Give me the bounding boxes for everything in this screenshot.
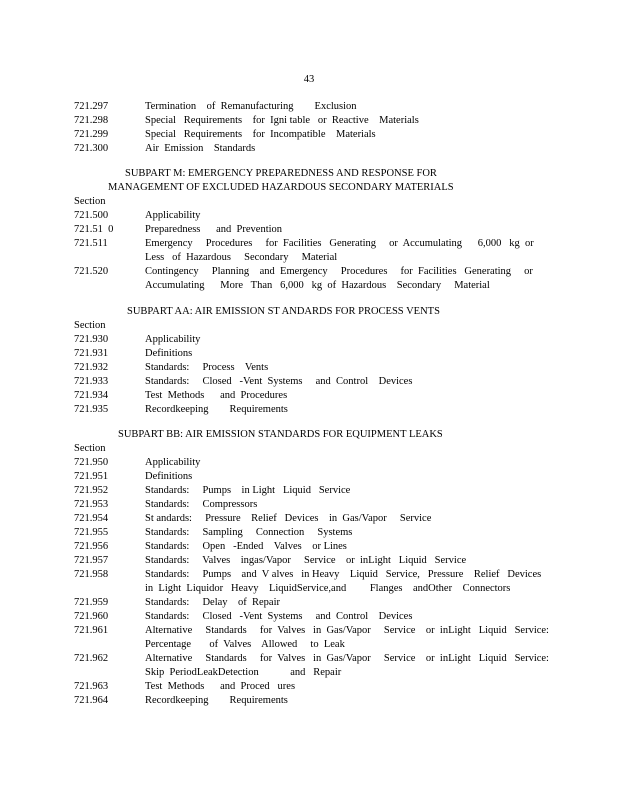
section-number: 721.954 xyxy=(74,513,109,524)
section-number: 721.300 xyxy=(74,143,109,154)
toc-entry xyxy=(74,680,544,694)
toc-entry xyxy=(74,624,549,638)
section-title: Standards: Pumps and V alves in Heavy Liquid Service, Pressure Relief Devices xyxy=(145,569,542,580)
toc-entry xyxy=(74,333,544,347)
section-title: Applicability xyxy=(145,334,201,345)
section-title: Standards: Delay of Repair xyxy=(145,597,281,608)
section-title: Standards: Sampling Connection Systems xyxy=(145,527,353,538)
section-title: Standards: Valves ingas/Vapor Service or inLight Liquid Service xyxy=(145,555,467,566)
toc-entry xyxy=(74,568,544,582)
toc-entry xyxy=(74,470,544,484)
section-title: Skip PeriodLeakDetection and Repair xyxy=(145,667,342,678)
toc-entry xyxy=(74,652,549,666)
section-title: Percentage of Valves Allowed to Leak xyxy=(145,639,345,650)
section-title: Emergency Procedures for Facilities Generating or Accumulating 6,000 kg or xyxy=(145,238,534,249)
section-title: St andards: Pressure Relief Devices in Gas/Vapor Service xyxy=(145,513,432,524)
toc-entry xyxy=(74,361,544,375)
section-number: 721.297 xyxy=(74,101,109,112)
section-number: 721.964 xyxy=(74,695,109,706)
section-title: Recordkeeping Requirements xyxy=(145,695,288,706)
section-number: 721.298 xyxy=(74,115,109,126)
section-title: Standards: Closed -Vent Systems and Control Devices xyxy=(145,611,413,622)
section-title: Air Emission Standards xyxy=(145,143,256,154)
subpart-heading-m-line2: MANAGEMENT OF EXCLUDED HAZARDOUS SECONDARY MATERIALS xyxy=(108,182,454,193)
section-title: Alternative Standards for Valves in Gas/Vapor Service or inLight Liquid Service: xyxy=(145,625,549,636)
toc-entry-continuation xyxy=(74,638,544,652)
section-number: 721.952 xyxy=(74,485,109,496)
section-title: Recordkeeping Requirements xyxy=(145,404,288,415)
toc-entry xyxy=(74,498,544,512)
section-number: 721.951 xyxy=(74,471,109,482)
toc-entry-continuation xyxy=(74,279,544,293)
toc-entry xyxy=(74,403,544,417)
toc-entry xyxy=(74,375,544,389)
toc-entry xyxy=(74,554,544,568)
section-number: 721.934 xyxy=(74,390,109,401)
section-title: Standards: Open -Ended Valves or Lines xyxy=(145,541,347,552)
section-title: Termination of Remanufacturing Exclusion xyxy=(145,101,357,112)
toc-entry xyxy=(74,265,544,279)
section-label: Section xyxy=(74,443,106,454)
section-number: 721.958 xyxy=(74,569,109,580)
section-title: Definitions xyxy=(145,471,193,482)
toc-entry-continuation xyxy=(74,582,544,596)
section-number: 721.930 xyxy=(74,334,109,345)
section-number: 721.932 xyxy=(74,362,109,373)
toc-entry xyxy=(74,209,544,223)
toc-entry xyxy=(74,456,544,470)
section-number: 721.950 xyxy=(74,457,109,468)
section-number: 721.520 xyxy=(74,266,109,277)
section-title: in Light Liquidor Heavy LiquidService,and Flanges andOther Connectors xyxy=(145,583,511,594)
section-title: Special Requirements for Igni table or Reactive Materials xyxy=(145,115,419,126)
toc-entry-continuation xyxy=(74,666,544,680)
toc-entry xyxy=(74,223,544,237)
toc-entry xyxy=(74,596,544,610)
toc-entry xyxy=(74,512,544,526)
section-title: Test Methods and Proced ures xyxy=(145,681,296,692)
toc-entry xyxy=(74,142,544,156)
page-number: 43 xyxy=(303,74,315,85)
section-number: 721.931 xyxy=(74,348,109,359)
section-title: Contingency Planning and Emergency Procedures for Facilities Generating or xyxy=(145,266,533,277)
toc-entry xyxy=(74,237,544,251)
section-title: Definitions xyxy=(145,348,193,359)
toc-entry xyxy=(74,610,544,624)
toc-entry xyxy=(74,389,544,403)
subpart-heading-aa: SUBPART AA: AIR EMISSION ST ANDARDS FOR PROCESS VENTS xyxy=(127,306,440,317)
toc-entry-continuation xyxy=(74,251,544,265)
section-number: 721.299 xyxy=(74,129,109,140)
section-title: Applicability xyxy=(145,457,201,468)
section-number: 721.957 xyxy=(74,555,109,566)
section-number: 721.51 0 xyxy=(74,224,114,235)
section-number: 721.935 xyxy=(74,404,109,415)
section-number: 721.500 xyxy=(74,210,109,221)
toc-entry xyxy=(74,128,544,142)
section-number: 721.956 xyxy=(74,541,109,552)
section-title: Standards: Closed -Vent Systems and Control Devices xyxy=(145,376,413,387)
section-label: Section xyxy=(74,320,106,331)
toc-entry xyxy=(74,484,544,498)
toc-entry xyxy=(74,100,544,114)
toc-entry xyxy=(74,540,544,554)
toc-entry xyxy=(74,347,544,361)
section-number: 721.933 xyxy=(74,376,109,387)
section-title: Preparedness and Prevention xyxy=(145,224,283,235)
section-label: Section xyxy=(74,196,106,207)
subpart-heading-bb: SUBPART BB: AIR EMISSION STANDARDS FOR EQUIPMENT LEAKS xyxy=(118,429,443,440)
section-number: 721.955 xyxy=(74,527,109,538)
section-number: 721.511 xyxy=(74,238,108,249)
section-title: Special Requirements for Incompatible Materials xyxy=(145,129,376,140)
section-number: 721.960 xyxy=(74,611,109,622)
section-title: Accumulating More Than 6,000 kg of Hazardous Secondary Material xyxy=(145,280,490,291)
section-title: Less of Hazardous Secondary Material xyxy=(145,252,338,263)
section-number: 721.962 xyxy=(74,653,109,664)
toc-entry xyxy=(74,694,544,708)
section-title: Standards: Pumps in Light Liquid Service xyxy=(145,485,351,496)
section-number: 721.959 xyxy=(74,597,109,608)
section-title: Applicability xyxy=(145,210,201,221)
subpart-heading-m-line1: SUBPART M: EMERGENCY PREPAREDNESS AND RESPONSE FOR xyxy=(125,168,437,179)
section-number: 721.953 xyxy=(74,499,109,510)
toc-entry xyxy=(74,526,544,540)
section-title: Standards: Process Vents xyxy=(145,362,269,373)
section-number: 721.961 xyxy=(74,625,109,636)
section-title: Test Methods and Procedures xyxy=(145,390,288,401)
toc-entry xyxy=(74,114,544,128)
section-number: 721.963 xyxy=(74,681,109,692)
section-title: Alternative Standards for Valves in Gas/Vapor Service or inLight Liquid Service: xyxy=(145,653,549,664)
section-title: Standards: Compressors xyxy=(145,499,258,510)
